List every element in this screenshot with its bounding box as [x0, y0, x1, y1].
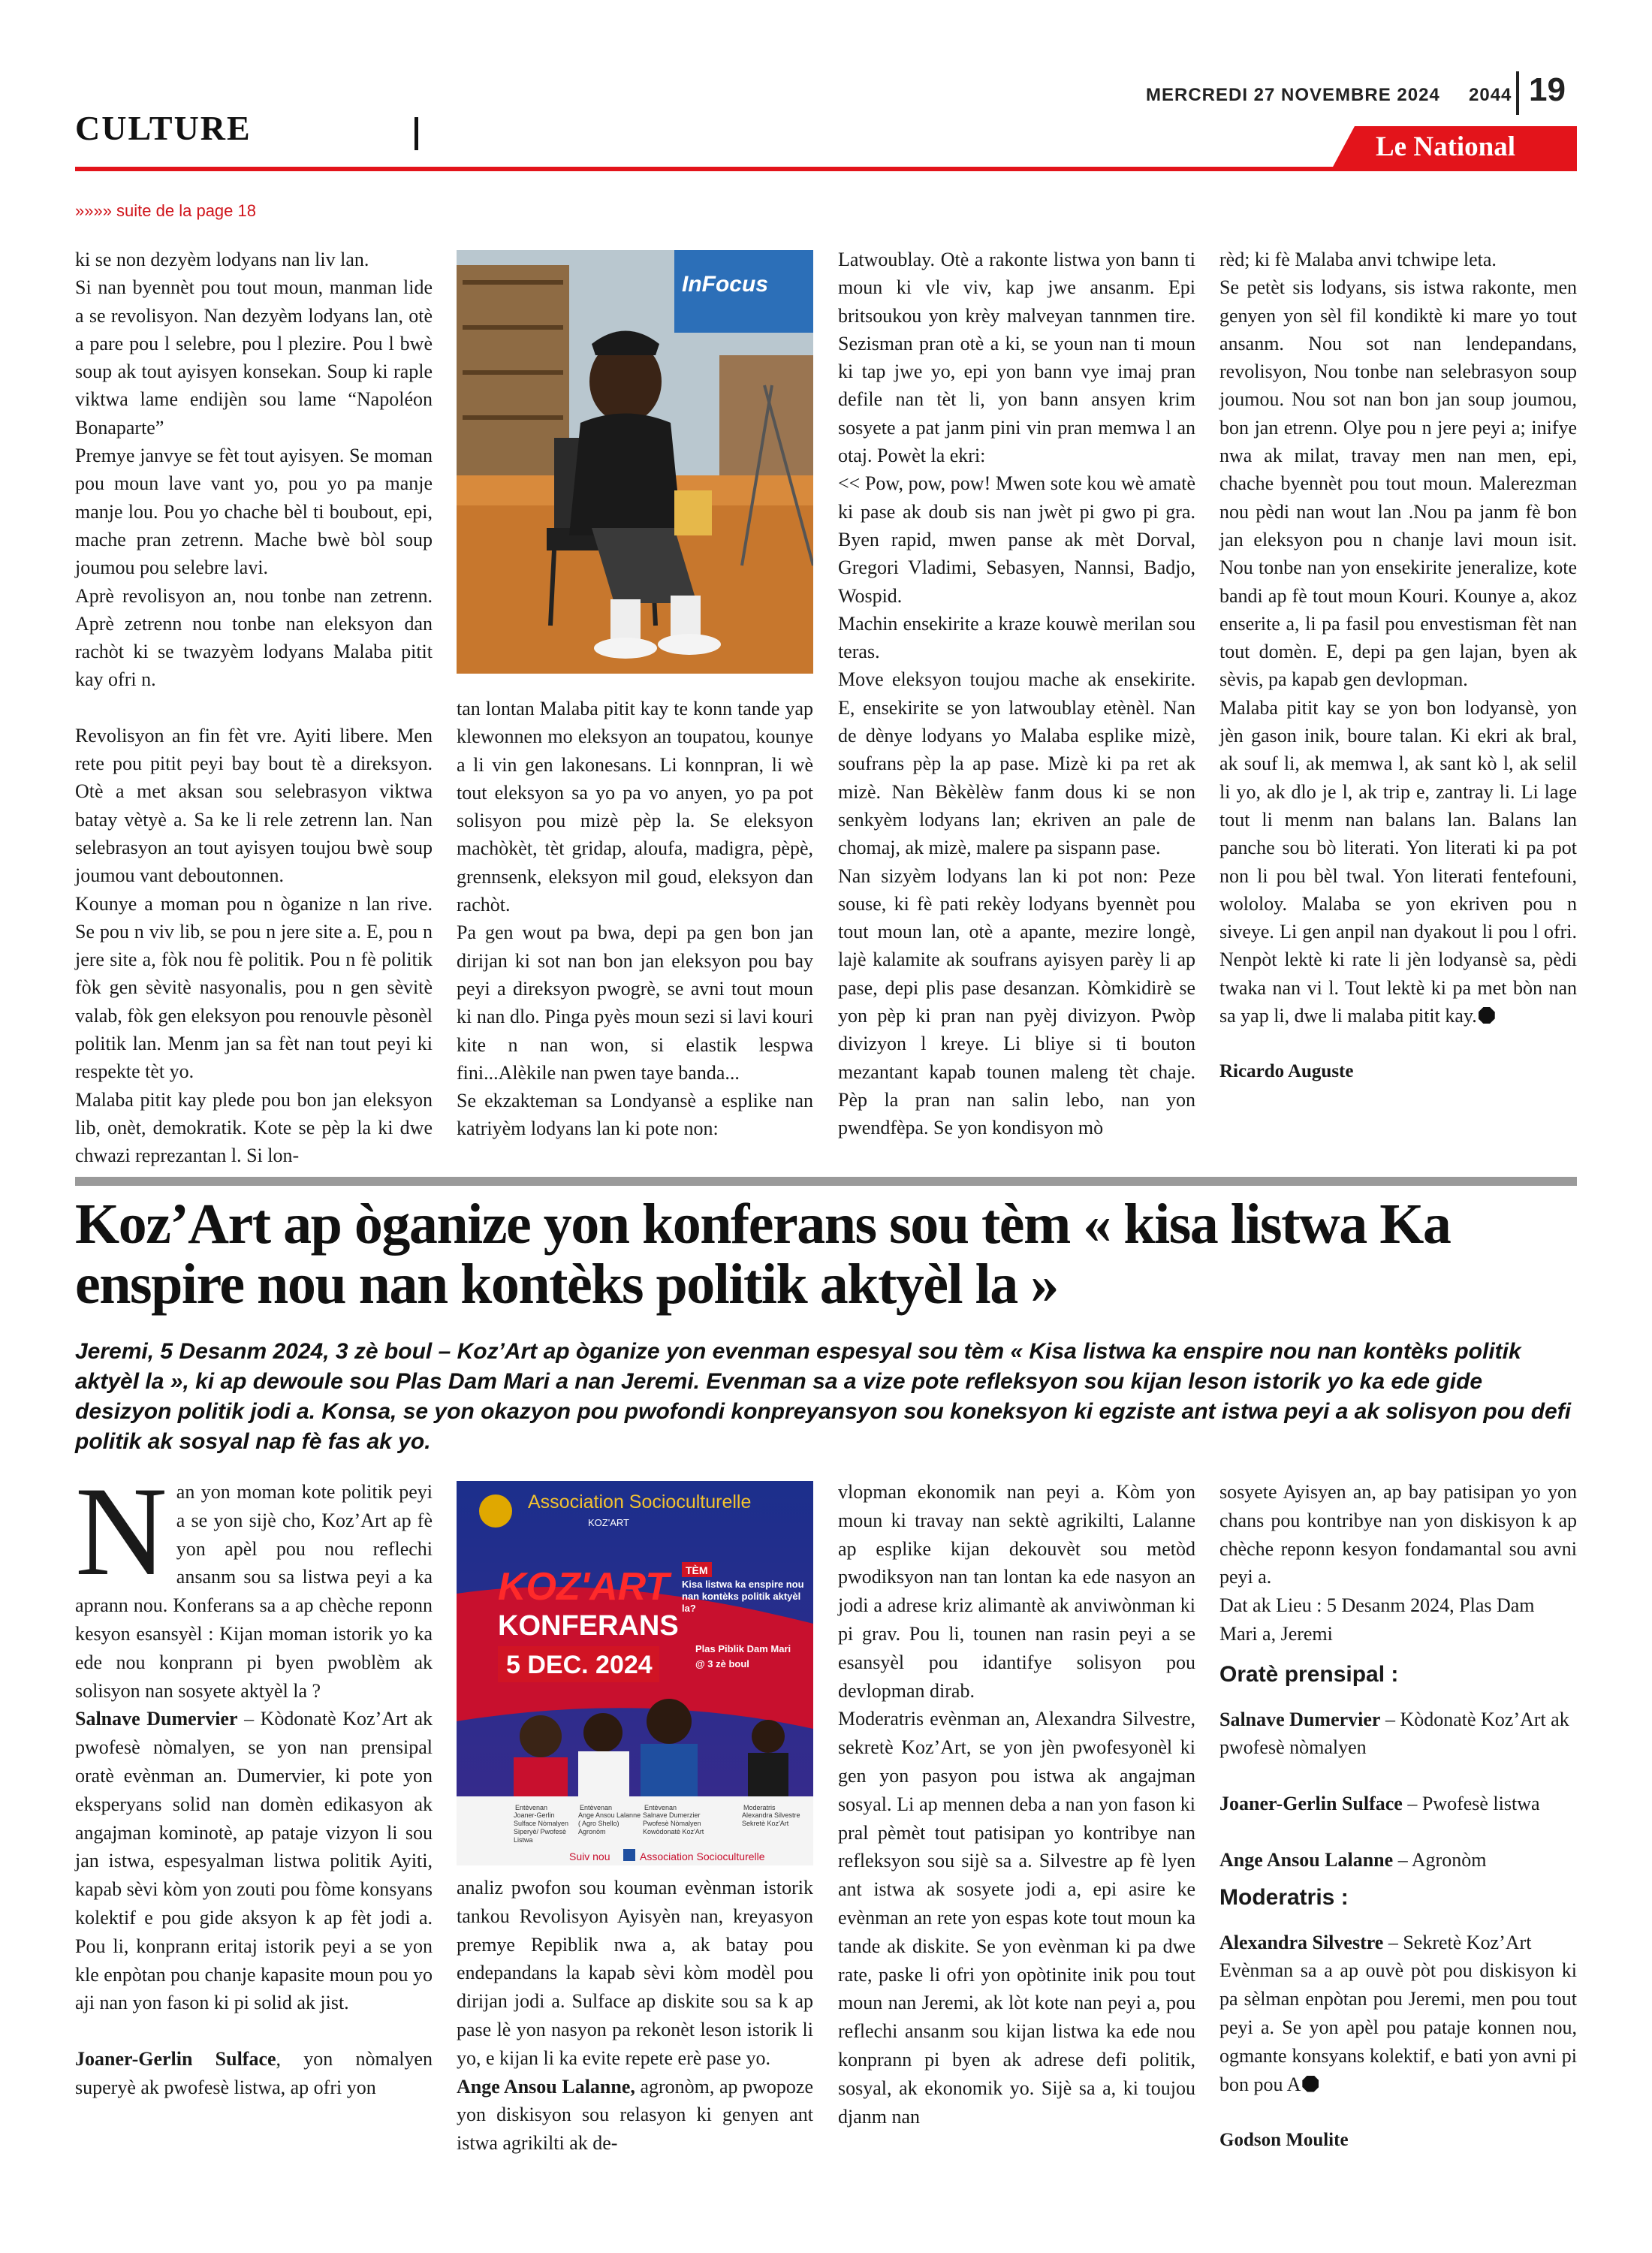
- poster-role-1: Entèvenan: [515, 1804, 548, 1811]
- paragraph: Malaba pitit kay plede pou bon jan eleksyon lib, onèt, demokratik. Kote se pèp la ki dwe chwazi reprezantan l. Si lon-: [75, 1088, 433, 1167]
- poster-follow: Suiv nou: [569, 1850, 610, 1862]
- paragraph: Latwoublay. Otè a rakonte listwa yon bann ti moun ki vle viv, kap jwe ansanm. Epi britsoukou yon krèy malveyan tannmen tire. Sezisman pran otè a ki, se youn nan ti moun ki tap jwe yo, epi yon bann vye imaj pran defile nan tèt li, yon bann ansyen krim sosyete a pat janm pini vin pran memwa l an otaj. Powèt la ekri:: [838, 249, 1195, 467]
- moderator-role: – Sekretè Koz’Art: [1383, 1931, 1532, 1953]
- paragraph: Moderatris evènman an, Alexandra Silvestre, sekretè Koz’Art, se yon jèn pwofesyonèl ki gen yon pasyon pou istwa ak angajman sosyal. Li ap mennen deba a nan yon fason ki pral pèmèt tout patisipan yo kontribye nan refleksyon sou sijè sa a. Silvestre ap fè lyen ant istwa ak sosyete jodi a, epi asire ke evènman an rete yon espas kote tout moun ka tande ak diskite. Se yon evènman ki pa dwe rate, paske li ofri yon opòtinite inik pou tout moun nan Jeremi, ak lòt kote nan peyi a, pou reflechi ansanm sou kijan listwa ka ede nou konprann pi byen ak adrese defi politik, sosyal, ak ekonomik yo. Sijè sa a, ki toujou djanm nan: [838, 1708, 1195, 2128]
- speaker-name: Joaner-Gerlin Sulface: [1219, 1793, 1403, 1815]
- article-separator: [75, 1177, 1577, 1186]
- paragraph: ki se non dezyèm lodyans nan liv lan.: [75, 249, 369, 270]
- speaker-role: – Agronòm: [1393, 1848, 1487, 1871]
- speaker-entry: [1219, 1706, 1577, 1763]
- paragraph: [75, 2045, 433, 2102]
- section-title: CULTURE: [75, 109, 252, 147]
- end-mark-icon: [1479, 1007, 1495, 1024]
- poster-person-1: Joaner-Gerlin Sulface Nòmalyen Siperyè/ Pwofesè Listwa: [514, 1811, 569, 1844]
- article2-col4: [1219, 1478, 1577, 2155]
- conference-poster: [457, 1481, 813, 1865]
- poster-role-3: Entèvenan: [644, 1804, 677, 1811]
- paragraph-text: agronòm, ap pwopoze yon diskisyon sou relasyon ki genyen ant istwa agrikilti ak de-: [457, 2075, 813, 2155]
- poster-date: 5 DEC. 2024: [506, 1651, 653, 1679]
- article1-author: Ricardo Auguste: [1219, 1061, 1354, 1082]
- poster-role-4: Moderatris: [743, 1804, 776, 1811]
- poster-org-sub: KOZ'ART: [588, 1517, 629, 1528]
- paragraph: Machin ensekirite a kraze kouwè merilan sou teras.: [838, 612, 1195, 663]
- header-divider: [1516, 71, 1519, 115]
- speaker-entry: [1219, 1846, 1577, 1874]
- paragraph: [1219, 1956, 1577, 2098]
- paragraph: [457, 2073, 813, 2158]
- paragraph-text: , yon nòmalyen superyè ak pwofesè listwa, ap ofri yon: [75, 2048, 433, 2098]
- paragraph: analiz pwofon sou kouman evènman istorik tankou Revolisyon Ayisyèn nan, kreyasyon premye Repiblik nwa a, ak batay pou endepandans la kapab sèvi kòm modèl pou dirijan jodi a. Sulface ap diskite sou sa k ap pase lè yon nasyon pa rekonèt leson istorik li yo, e kijan li ka evite repete erè pase yo.: [457, 1877, 813, 2069]
- paragraph: << Pow, pow, pow! Mwen sote kou wè amatè ki pase ak doub sis nan jwèt pi gwo pi gra. Byen rapid, mwen panse ak mèt Dorval, Gregori Vladimi, Sebasyen, Nannsi, Badjo, Wospid.: [838, 472, 1195, 607]
- paragraph: Pa gen wout pa bwa, depi pa gen bon jan dirijan ki sot nan bon jan eleksyon pou bay peyi a direksyon pwogrè, se avni tout moun ki nan dlo. Pinga pyès moun sezi si lavi kouri kite n nan won, si elastik lespwa fini...Alèkile nan pwen taye banda...: [457, 921, 813, 1084]
- article1-col4: [1219, 246, 1577, 1086]
- issue-number: 2044: [1469, 85, 1512, 105]
- poster-event: KONFERANS: [498, 1610, 679, 1642]
- poster-role-2: Entèvenan: [580, 1804, 613, 1811]
- paragraph-text: Evènman sa a ap ouvè pòt pou diskisyon ki pa sèlman enpòtan pou Jeremi, men pou tout peyi a. Se yon apèl pou pataje konnen nou, ogmante konsyans kolektif, e bati yon avni pi bon pou A: [1219, 1959, 1577, 2095]
- poster-place: Plas Piblik Dam Mari: [695, 1643, 791, 1654]
- paragraph: Revolisyon an fin fèt vre. Ayiti libere. Men rete pou pitit peyi bay bout tè a direksyon. Otè a met aksan sou selebrasyon viktwa batay vètyè a. Sa ke li rele zetrenn lan. Nan selebrasyon an tout ayisyen toujou bwè soup joumou vant deboutonnen.: [75, 724, 433, 887]
- drop-cap: N: [75, 1461, 167, 1602]
- author-reading-photo: [457, 250, 813, 674]
- poster-person-2: Ange Ansou Lalanne ( Agro Shello) Agronòm: [578, 1811, 641, 1835]
- paragraph: [75, 1461, 433, 1705]
- speaker-role: – Pwofesè listwa: [1402, 1793, 1540, 1815]
- article2-lead: Jeremi, 5 Desanm 2024, 3 zè boul – Koz’Art ap òganize yon evenman espesyal sou tèm « Kisa listwa ka enspire nou nan kontèks politik aktyèl la », ki ap dewoule sou Plas Dam Mari a nan Jeremi. Evenman sa a vize pote refleksyon sou kijan leson istorik yo ka ede gide desizyon politik jodi a. Konsa, se yon okazyon pou pwofondi konpreyansyon sou koneksyon ki egziste ant istwa peyi a ak solisyon pou defi politik ak sosyal nap fè fas ak yo.: [75, 1339, 1572, 1454]
- paragraph: sosyete Ayisyen an, ap bay patisipan yo yon chans pou kontribye nan yon diskisyon k ap chèche reponn kesyon fondamantal sou avni peyi a.: [1219, 1481, 1577, 1588]
- article2-headline: [75, 1194, 1584, 1314]
- poster-tem: TÈM: [686, 1564, 708, 1576]
- speaker-name: Ange Ansou Lalanne,: [457, 2075, 635, 2098]
- speaker-name: Salnave Dumervier: [75, 1708, 238, 1730]
- speaker-entry: [1219, 1790, 1577, 1818]
- moderator-entry: [1219, 1929, 1577, 1957]
- poster-brand: KOZ'ART: [498, 1565, 670, 1609]
- article1-col1: [75, 246, 433, 1170]
- speakers-heading: Oratè prensipal :: [1219, 1661, 1399, 1687]
- continued-from: »»»» suite de la page 18: [75, 201, 256, 220]
- article1-col3: [838, 246, 1195, 1142]
- headline-line-2: enspire nou nan kontèks politik aktyèl la »: [75, 1253, 1058, 1316]
- poster-footer-org: Association Socioculturelle: [640, 1850, 765, 1862]
- poster-person-3: Salnave Dumerzier Pwofesè Nòmalyen Kowòdonatè Koz'Art: [643, 1811, 704, 1835]
- paragraph-text: – Kòdonatè Koz’Art ak pwofesè nòmalyen, se yon nan prensipal oratè evènman an. Dumervier, ki pote yon eksperyans solid nan domèn edikasyon ak angajman kominotè, ap pataje vizyon li sou jan istwa, espesyalman listwa politik Ayiti, kapab sèvi kòm yon zouti pou fòme konsyans kolektif e pou gide aksyon k ap fèt jodi a. Pou li, konprann eritaj istorik peyi a se yon kle enpòtan pou chanje kapasite moun pou yo aji nan yon fason ki pi solid ak jist.: [75, 1708, 433, 2014]
- paragraph: Si nan byennèt pou tout moun, manman lide a se revolisyon. Nan dezyèm lodyans lan, otè a pare pou l selebre, pou l plezire. Pou l bwè soup ak tout ayisyen konsekan. Soup ki raple viktwa lame endijèn sou lame “Napoléon Bonaparte”: [75, 276, 433, 439]
- paragraph: [75, 1705, 433, 2017]
- page-number: 19: [1529, 71, 1566, 108]
- event-date-place: Dat ak Lieu : 5 Desanm 2024, Plas Dam Mari a, Jeremi: [1219, 1594, 1535, 1645]
- speaker-name: Joaner-Gerlin Sulface: [75, 2048, 276, 2071]
- end-mark-icon: [1302, 2076, 1319, 2092]
- intro-text: an yon moman kote politik peyi a se yon sijè cho, Koz’Art ap fè yon apèl pou nou reflechi ansanm sou sa listwa peyi a ka aprann nou. Konferans sa a ap chèche reponn kesyon esansyèl : Kijan moman istorik yo ka ede nou konprann pi byen pwoblèm ak solisyon nan sosyete aktyèl la ?: [75, 1481, 433, 1702]
- poster-org: Association Socioculturelle: [528, 1491, 752, 1513]
- paragraph: rèd; ki fè Malaba anvi tchwipe leta.: [1219, 249, 1497, 270]
- screen-text: InFocus: [682, 272, 769, 297]
- paragraph: Se petèt sis lodyans, sis istwa rakonte, men genyen yon sèl fil kondiktè ki mare yo tout ansanm. Nou sot nan lendepandans, revolisyon, Nou tonbe nan selebrasyon soup joumou. Nou sot nan bon jan soup joumou, bon jan etrenn. Olye pou n jere peyi a; inifye nwa ak milat, travay men nan men, epi, chache byennèt pou tout moun. Malerezman nou pèdi nan wout lan .Nou pa janm fè bon jan eleksyon pou n chanje lavi moun isit. Nou tonbe nan yon ensekirite jeneralize, kote bandi ap fè tout moun Kouri. Kounye a, akoz enserite a, li pa fasil pou envestisman fèt nan tout domèn. E, depi pa gen lajan, byen ak sèvis, pa kapab gen devlopman.: [1219, 276, 1577, 691]
- article2-author: Godson Moulite: [1219, 2130, 1349, 2151]
- paragraph: Se ekzakteman sa Londyansè a esplike nan katriyèm lodyans lan ki pote non:: [457, 1090, 813, 1140]
- speaker-role: – Kòdonatè Koz’Art ak pwofesè nòmalyen: [1219, 1708, 1569, 1759]
- moderator-heading: Moderatris :: [1219, 1884, 1349, 1910]
- paragraph: [1219, 694, 1577, 1030]
- poster-time: @ 3 zè boul: [695, 1658, 749, 1669]
- article2-col3: [838, 1478, 1195, 2131]
- section-divider: [415, 117, 418, 150]
- paragraph: Nan sizyèm lodyans lan ki pot non: Peze souse, ki fè pati rekèy lodyans byennèt pou tout moun lan, otè a apante, mezire longè, lajè kalamite ak soufrans ayisyen parèy li ap pase, depi plis pase desanzan. Kòmkidirè se yon pèp ki pran nan pyèj divizyon. Pwòp divizyon l kreye. Li bliye si ti bouton mezantant kapab tounen maleng tèt chaje. Pèp la pran nan salin lebo, nan yon pwendfèpa. Se yon kondisyon mò: [838, 864, 1195, 1139]
- paragraph: Aprè revolisyon an, nou tonbe nan zetrenn. Aprè zetrenn nou tonbe nan eleksyon dan rachòt ki se twazyèm lodyans Malaba pitit kay ofri n.: [75, 584, 433, 691]
- paragraph: tan lontan Malaba pitit kay te konn tande yap klewonnen mo eleksyon an toupatou, kounye a li vin gen lakonesans. Li konnpran, li wè tout eleksyon sa yo pa vo anyen, yo pa pot solisyon pou mizè pèp la. Se eleksyon machòkèt, tèt gridap, aloufa, madigra, pèpè, grennsenk, eleksyon mil goud, eleksyon dan rachòt.: [457, 698, 813, 916]
- paragraph: Premye janvye se fèt tout ayisyen. Se moman pou moun lave vant yo, pou yo pa manje manje lou. Pou yo chache bèl ti boubout, epi, mache pran zetrenn. Mache bwè bòl soup joumou pou selebre lavi.: [75, 445, 433, 579]
- poster-person-4: Alexandra Silvestre Sekretè Koz'Art: [742, 1811, 800, 1827]
- brand-name: Le National: [1376, 131, 1516, 162]
- paragraph: Kounye a moman pou n òganize n lan rive. Se pou n viv lib, se pou n jere site a. E, pou n jere site a, fòk nou fè politik. Pou n fè politik fòk gen sèvitè nasyonalis, pou n gen sèvitè valab, fòk gen eleksyon pou renouvle pèsonèl politik lan. Menm jan sa fèt nan tout peyi ki respekte tèt yo.: [75, 892, 433, 1083]
- poster-theme: Kisa listwa ka enspire nou nan kontèks politik aktyèl la?: [682, 1579, 804, 1614]
- issue-date: MERCREDI 27 NOVEMBRE 2024: [1146, 85, 1440, 105]
- paragraph: vlopman ekonomik nan peyi a. Kòm yon moun ki travay nan sektè agrikilti, Lalanne ap esplike kijan dekouvèt sou metòd pwodiksyon nan tan lontan ka ede nasyon an jodi a adrese kriz alimantè ak anviwònman ki pi grav. Pou li, tounen nan rasin peyi a se esansyèl pou idantifye solisyon pou devlopman dirab.: [838, 1481, 1195, 1702]
- paragraph-text: Malaba pitit kay se yon bon lodyansè, yon jèn gason inik, boure talan. Ki ekri ak bral, ak souf li, ak memwa l, ak sant kò l, ak selil li yo, ak dlo je l, ak trip e, zantray li. Li lage tout li menm nan balans lan. Balans lan panche sou bò literati. Yon literati ki pa pot non li pou bèl twal. Yon literati fentefouni, wololoy. Malaba se yon ekriven pou n siveye. Li gen anpil nan dyakout li pou l ofri. Nenpòt lektè ki rate li jèn lodyansè sa, pèdi twaka nan vi l. Tout lektè ki pa met bòn nan sa yap li, dwe li malaba pitit kay.: [1219, 696, 1577, 1027]
- moderator-name: Alexandra Silvestre: [1219, 1931, 1384, 1953]
- article2-col1: [75, 1461, 433, 2102]
- paragraph: Move eleksyon toujou mache ak ensekirite. E, ensekirite se yon latwoublay etènèl. Nan de dènye lodyans yo Malaba esplike mizè, soufrans pèp la ap pase. Mizè ki pa ret ak mizè. Nan Bèkèlèw fanm dous ki se non senkyèm lodyans lan; ekriven an pale de chomaj, ak mizè, malere pa sispann pase.: [838, 668, 1195, 859]
- article1-col2: [457, 695, 813, 1143]
- speaker-name: Salnave Dumervier: [1219, 1708, 1381, 1730]
- headline-line-1: Koz’Art ap òganize yon konferans sou tèm « kisa listwa Ka: [75, 1193, 1451, 1256]
- speaker-name: Ange Ansou Lalanne: [1219, 1848, 1394, 1871]
- article2-col2: [457, 1874, 813, 2158]
